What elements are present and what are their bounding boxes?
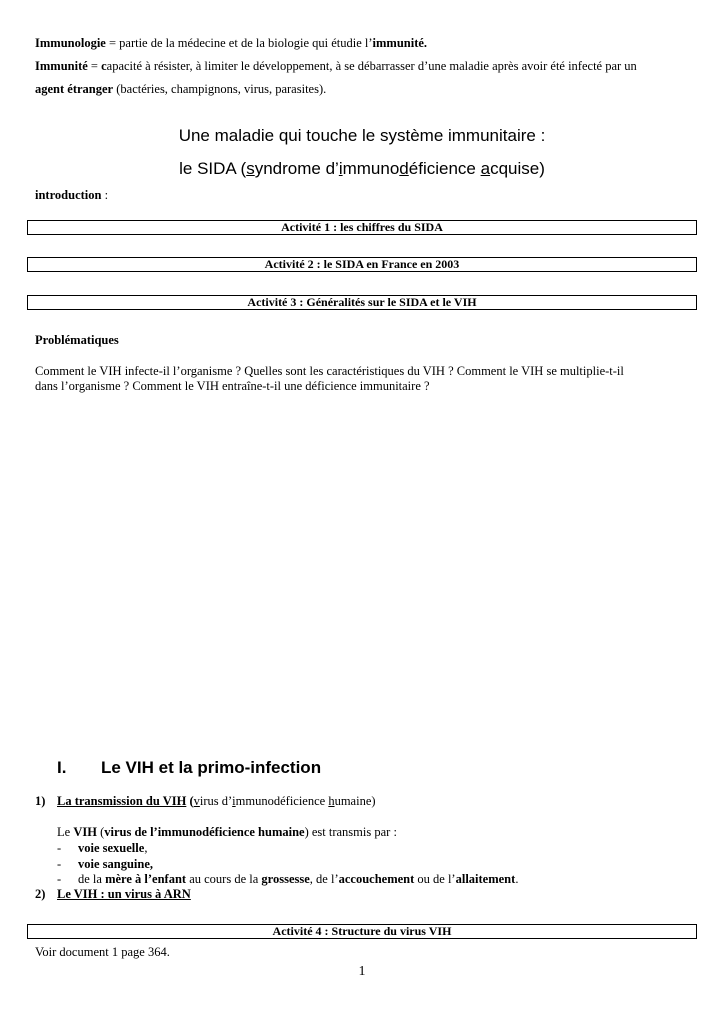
problematiques-heading-text: Problématiques (35, 333, 119, 347)
introduction-label (35, 188, 108, 203)
subsection-1-title: La transmission du VIH (57, 794, 187, 808)
list-bold: grossesse (261, 872, 310, 886)
paren-part: ( (186, 794, 194, 808)
intro-full-name: virus de l’immunodéficience humaine (104, 825, 305, 839)
subsection-2-title: Le VIH : un virus à ARN (57, 887, 191, 901)
activity-box-2: Activité 2 : le SIDA en France en 2003 (27, 257, 697, 272)
document-reference: Voir document 1 page 364. (35, 945, 170, 959)
activity-box-1: Activité 1 : les chiffres du SIDA (27, 220, 697, 235)
activity-box-3: Activité 3 : Généralités sur le SIDA et le VIH (27, 295, 697, 310)
subsection-1-number: 1) (35, 794, 46, 808)
page-title-line1: Une maladie qui touche le système immunitaire : (178, 126, 546, 145)
definition-eq: = (87, 59, 102, 73)
definition-text: (bactéries, champignons, virus, parasites). (113, 82, 327, 96)
subsection-2-number: 2) (35, 887, 46, 901)
title-part: d (399, 159, 409, 178)
term-immunite: Immunité (35, 59, 88, 73)
problematiques-line1: Comment le VIH infecte-il l’organisme ? Quelles sont les caractéristiques du VIH ? Comment le VIH se multiplie-t-il (35, 364, 624, 378)
activity-box-4: Activité 4 : Structure du virus VIH (27, 924, 697, 939)
introduction-suffix: : (101, 188, 109, 202)
list-text: . (515, 872, 519, 886)
list-item-bold: voie sanguine, (78, 857, 154, 871)
title-part: éficience (408, 159, 481, 178)
subsection-1-heading (57, 794, 376, 809)
title-part: s (246, 159, 255, 178)
section-number: I. (57, 758, 67, 777)
title-part: i (338, 159, 343, 178)
title-part: cquise) (490, 159, 545, 178)
title-part: a (480, 159, 491, 178)
paren-part: umaine) (334, 794, 376, 808)
term-agent-etranger: agent étranger (35, 82, 114, 96)
definition-text: apacité à résister, à limiter le développement, à se débarrasser d’une maladie après avoir été infecté par un (106, 59, 637, 73)
introduction-text: introduction (35, 188, 102, 202)
list-item (78, 872, 518, 887)
paren-part: i (232, 794, 236, 808)
title-part: yndrome d’ (254, 159, 339, 178)
subsection-2-heading (57, 887, 191, 902)
list-text: , de l’ (309, 872, 339, 886)
list-bold: allaitement (455, 872, 516, 886)
list-text: de la (78, 872, 106, 886)
list-dash: - (57, 841, 62, 855)
paren-part: h (328, 794, 335, 808)
intro-text: Le (57, 825, 74, 839)
intro-text: ) est transmis par : (304, 825, 397, 839)
list-text: au cours de la (186, 872, 262, 886)
definition-immunite (35, 59, 637, 74)
page-title-line2 (0, 159, 724, 179)
definition-immunite-cont (35, 82, 326, 97)
definition-text: = partie de la médecine et de la biologie qui étudie l’ (105, 36, 373, 50)
intro-vih: VIH (73, 825, 97, 839)
list-text: ou de l’ (414, 872, 456, 886)
list-item-rest: , (144, 841, 148, 855)
definition-highlight: immunité. (372, 36, 428, 50)
list-item (78, 841, 147, 856)
list-dash: - (57, 872, 62, 886)
title-part: mmuno (342, 159, 400, 178)
list-item-bold: voie sexuelle (78, 841, 145, 855)
paren-part: mmunodéficience (235, 794, 329, 808)
transmission-intro (57, 825, 397, 840)
intro-text: ( (96, 825, 105, 839)
list-dash: - (57, 857, 62, 871)
definition-c: c (101, 59, 107, 73)
problematiques-heading (35, 333, 119, 348)
section-title: Le VIH et la primo-infection (101, 758, 322, 777)
page-number: 1 (358, 964, 366, 979)
list-bold: mère à l’enfant (105, 872, 187, 886)
term-immunologie: Immunologie (35, 36, 106, 50)
title-part: le SIDA ( (179, 159, 247, 178)
paren-part: irus d’ (199, 794, 233, 808)
paren-part: v (193, 794, 200, 808)
problematiques-line2: dans l’organisme ? Comment le VIH entraîne-t-il une déficience immunitaire ? (35, 379, 430, 393)
list-item (78, 857, 153, 872)
definition-immunologie (35, 36, 427, 51)
list-bold: accouchement (338, 872, 415, 886)
